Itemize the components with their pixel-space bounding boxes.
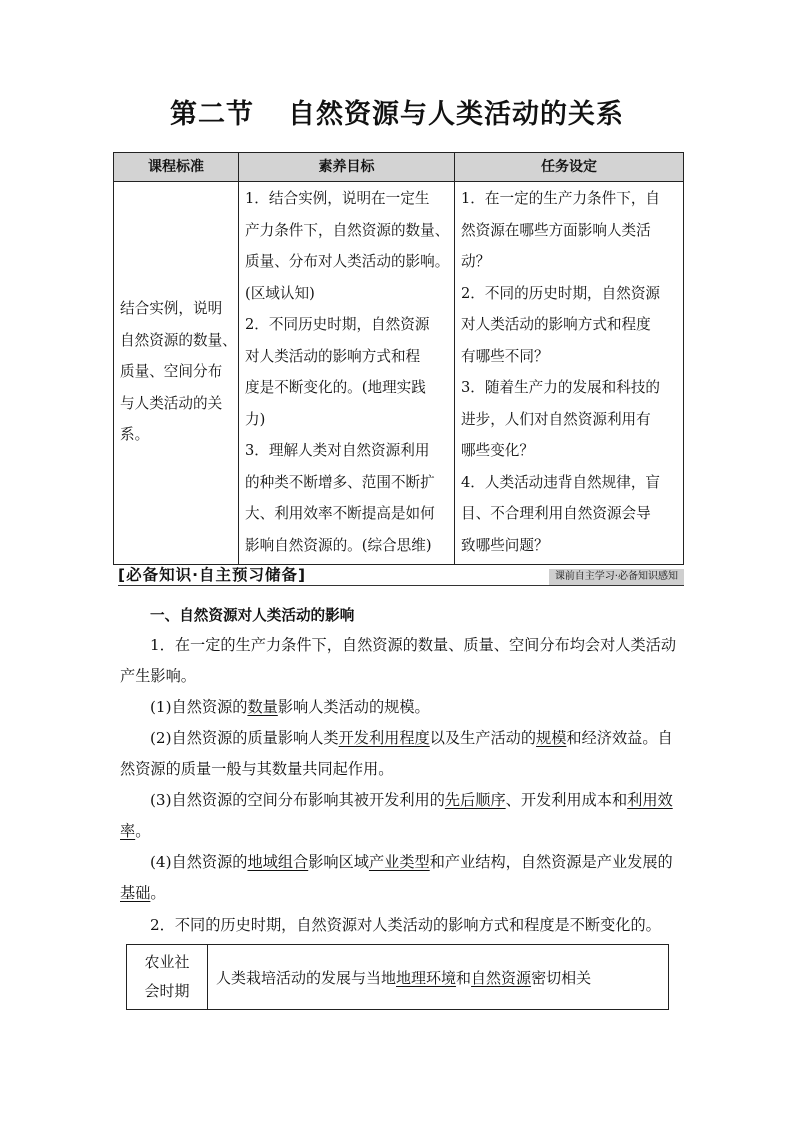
header-task-setting: 任务设定 <box>455 153 684 182</box>
cell-line: 3．理解人类对自然资源利用 <box>245 442 430 459</box>
cell-line: 与人类活动的关 <box>120 394 223 412</box>
list-item: (3)自然资源的空间分布影响其被开发利用的先后顺序、开发利用成本和利用效率。 <box>120 791 673 840</box>
header-curriculum-standard: 课程标准 <box>114 153 239 182</box>
list-item: (1)自然资源的数量影响人类活动的规模。 <box>150 698 430 716</box>
historical-period-table <box>126 944 669 1010</box>
competency-goals-cell <box>239 182 455 565</box>
underlined-term: 数量 <box>247 698 278 716</box>
paragraph-1: 1．在一定的生产力条件下，自然资源的数量、质量、空间分布均会对人类活动产生影响。 <box>120 636 677 685</box>
curriculum-standard-cell <box>114 182 239 565</box>
list-item: (2)自然资源的质量影响人类开发利用程度以及生产活动的规模和经济效益。自然资源的质量一般与其数量共同起作用。 <box>120 729 673 778</box>
period-label-cell: 农业社 会时期 <box>127 945 208 1010</box>
cell-line: 然资源在哪些方面影响人类活 <box>461 221 651 239</box>
underlined-term: 地域组合 <box>247 853 309 871</box>
section-banner-tag: 课前自主学习·必备知识感知 <box>549 569 684 585</box>
underlined-term: 自然资源 <box>471 968 532 987</box>
cell-line: 有哪些不同？ <box>461 347 549 365</box>
curriculum-table <box>113 152 684 565</box>
cell-line: 力) <box>245 410 266 428</box>
cell-line: 影响自然资源的。(综合思维) <box>245 536 432 554</box>
cell-line: 对人类活动的影响方式和程度 <box>461 316 651 333</box>
task-setting-cell <box>455 182 684 565</box>
page-title <box>0 92 794 131</box>
cell-line: 对人类活动的影响方式和程 <box>245 347 421 365</box>
underlined-term: 产业类型 <box>368 853 430 871</box>
cell-line: 哪些变化？ <box>461 442 534 459</box>
cell-line: 目、不合理利用自然资源会导 <box>461 505 651 522</box>
cell-line: 系。 <box>120 426 150 444</box>
cell-line: 度是不断变化的。(地理实践 <box>245 379 426 396</box>
cell-line: 质量、分布对人类活动的影响。 <box>245 253 450 270</box>
heading-natural-resources-impact: 一、自然资源对人类活动的影响 <box>150 607 355 624</box>
cell-line: 的种类不断增多、范围不断扩 <box>245 473 435 491</box>
cell-line: 进步，人们对自然资源利用有 <box>461 410 651 428</box>
cell-line: 2．不同历史时期，自然资源 <box>245 316 430 333</box>
paragraph-2: 2．不同的历史时期，自然资源对人类活动的影响方式和程度是不断变化的。 <box>150 916 661 934</box>
cell-line: 自然资源的数量、 <box>120 331 237 349</box>
cell-line: 3．随着生产力的发展和科技的 <box>461 379 661 396</box>
header-competency-goals: 素养目标 <box>239 153 455 182</box>
underlined-term: 规模 <box>536 729 567 747</box>
underlined-term: 先后顺序 <box>444 791 506 809</box>
period-description-cell: 人类栽培活动的发展与当地地理环境和自然资源密切相关 <box>208 945 669 1010</box>
underlined-term: 基础 <box>120 884 151 902</box>
cell-line: 4．人类活动违背自然规律，盲 <box>461 473 661 491</box>
underlined-term: 开发利用程度 <box>338 729 430 747</box>
table-row <box>127 945 669 1010</box>
cell-line: 1．在一定的生产力条件下，自 <box>461 190 661 207</box>
cell-line: 产力条件下，自然资源的数量、 <box>245 221 450 239</box>
table-header-row <box>114 153 684 182</box>
section-number: 第二节 <box>170 99 254 130</box>
list-item: (4)自然资源的地域组合影响区域产业类型和产业结构，自然资源是产业发展的基础。 <box>120 853 673 902</box>
section-banner-title: [必备知识·自主预习储备] <box>118 566 307 584</box>
cell-line: 质量、空间分布 <box>120 363 223 381</box>
cell-line: 动？ <box>461 253 491 270</box>
cell-line: 1．结合实例，说明在一定生 <box>245 190 430 207</box>
cell-line: 致哪些问题？ <box>461 536 549 554</box>
cell-line: (区域认知) <box>245 284 315 302</box>
table-row <box>114 182 684 565</box>
section-banner <box>118 563 684 586</box>
underlined-term: 利用效率 <box>120 791 673 840</box>
cell-line: 大、利用效率不断提高是如何 <box>245 505 435 522</box>
cell-line: 2．不同的历史时期，自然资源 <box>461 284 661 302</box>
section-title: 自然资源与人类活动的关系 <box>288 99 624 130</box>
underlined-term: 地理环境 <box>396 968 457 987</box>
cell-line: 结合实例，说明 <box>120 300 223 318</box>
